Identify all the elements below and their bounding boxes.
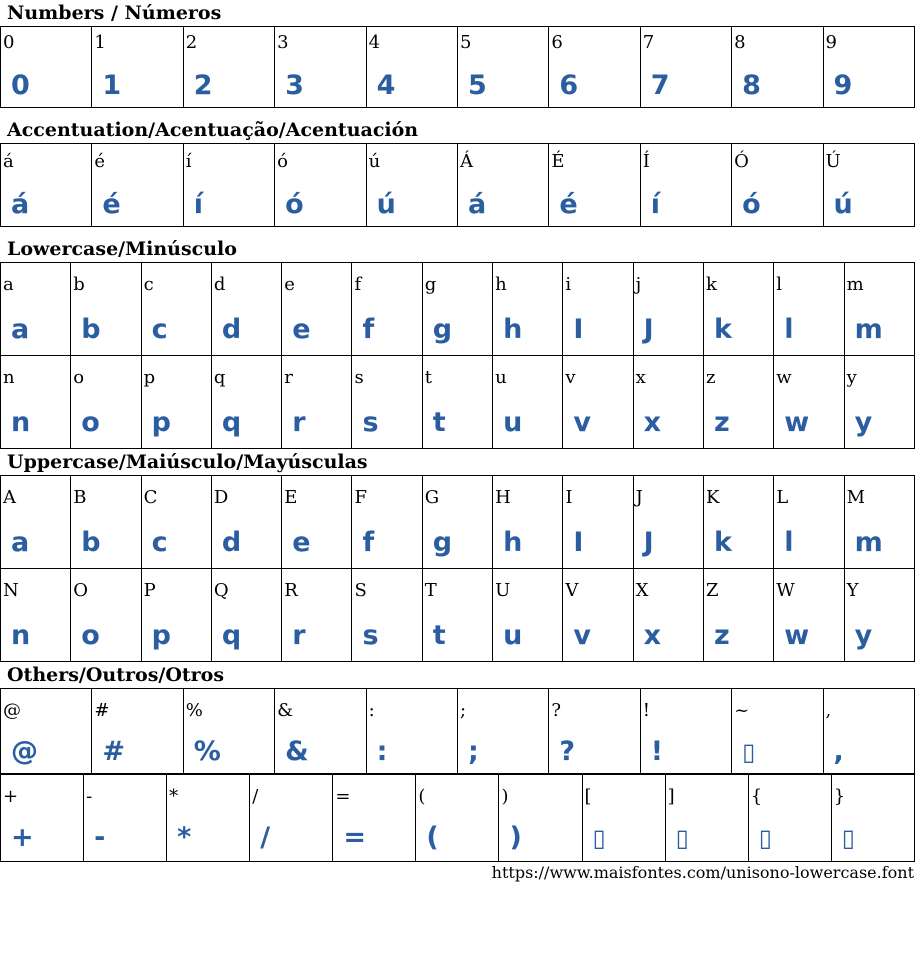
- uppercase-cell: [563, 476, 633, 569]
- font-glyph-sample: k: [713, 527, 732, 558]
- font-glyph-sample: e: [292, 527, 311, 558]
- font-glyph-sample: 3: [285, 70, 304, 101]
- others-row: [1, 689, 915, 774]
- character-label: R: [284, 580, 298, 601]
- others-cell: [499, 775, 582, 862]
- font-glyph-sample: u: [503, 620, 523, 651]
- others-cell: [831, 775, 914, 862]
- font-glyph-sample: 9: [833, 70, 853, 101]
- character-label: B: [73, 487, 87, 508]
- font-glyph-sample: é: [559, 189, 578, 220]
- uppercase-cell: [563, 569, 633, 662]
- others-cell: [275, 689, 366, 774]
- accents-cell: [549, 144, 640, 227]
- uppercase-cell: [633, 476, 703, 569]
- others-cell: [183, 689, 274, 774]
- lowercase-cell: [1, 356, 71, 449]
- lowercase-cell: [493, 356, 563, 449]
- character-label: v: [565, 367, 576, 388]
- character-label: &: [277, 700, 294, 721]
- numbers-cell: [549, 27, 640, 108]
- character-label: /: [252, 786, 259, 807]
- font-glyph-sample: x: [643, 407, 662, 438]
- uppercase-cell: [141, 476, 211, 569]
- font-glyph-sample: /: [260, 822, 271, 853]
- character-label: f: [354, 274, 362, 295]
- font-glyph-sample: f: [362, 314, 375, 345]
- character-label: 0: [3, 32, 15, 53]
- others-cell: [366, 689, 457, 774]
- font-glyph-sample: !: [650, 736, 664, 767]
- uppercase-cell: [352, 476, 422, 569]
- uppercase-row: [1, 569, 915, 662]
- uppercase-cell: [1, 476, 71, 569]
- lowercase-row: [1, 356, 915, 449]
- font-glyph-sample: @: [11, 736, 38, 767]
- character-label: K: [705, 487, 720, 508]
- character-label: u: [495, 367, 507, 388]
- font-glyph-sample: ó: [285, 189, 304, 220]
- font-glyph-sample: e: [292, 314, 311, 345]
- font-glyph-sample: t: [432, 620, 446, 651]
- character-label: ): [501, 786, 509, 807]
- character-label: g: [424, 274, 437, 295]
- font-glyph-sample: J: [643, 527, 654, 558]
- uppercase-cell: [633, 569, 703, 662]
- character-label: É: [551, 151, 565, 172]
- uppercase-grid: [0, 475, 915, 662]
- lowercase-cell: [633, 263, 703, 356]
- font-glyph-sample: -: [94, 822, 106, 853]
- missing-glyph-icon: ▯: [675, 824, 689, 852]
- missing-glyph-icon: ▯: [742, 738, 756, 766]
- character-label: á: [3, 151, 14, 172]
- font-glyph-sample: m: [854, 314, 883, 345]
- font-glyph-sample: h: [503, 314, 523, 345]
- numbers-cell: [732, 27, 823, 108]
- numbers-section-title: Numbers / Números: [7, 2, 222, 24]
- character-label: ~: [734, 700, 750, 721]
- character-label: w: [776, 367, 792, 388]
- others-cell: [1, 689, 92, 774]
- font-glyph-sample: w: [784, 407, 810, 438]
- missing-glyph-icon: ▯: [592, 824, 606, 852]
- character-label: ;: [459, 700, 467, 721]
- others-cell: [457, 689, 548, 774]
- lowercase-cell: [71, 356, 141, 449]
- uppercase-cell: [703, 476, 773, 569]
- uppercase-cell: [282, 476, 352, 569]
- others-section-title: Others/Outros/Otros: [7, 664, 225, 686]
- character-label: !: [642, 700, 650, 721]
- lowercase-row: [1, 263, 915, 356]
- font-glyph-sample: o: [81, 620, 100, 651]
- font-glyph-sample: s: [362, 620, 379, 651]
- lowercase-cell: [1, 263, 71, 356]
- character-label: i: [565, 274, 572, 295]
- accents-cell: [183, 144, 274, 227]
- accents-cell: [92, 144, 183, 227]
- font-glyph-sample: 4: [376, 70, 396, 101]
- font-glyph-sample: 8: [742, 70, 761, 101]
- character-label: -: [86, 786, 93, 807]
- character-label: k: [705, 274, 717, 295]
- numbers-cell: [275, 27, 366, 108]
- font-glyph-sample: a: [11, 527, 30, 558]
- character-label: S: [354, 580, 367, 601]
- others-cell: [167, 775, 250, 862]
- font-glyph-sample: b: [81, 527, 101, 558]
- character-label: e: [284, 274, 295, 295]
- character-label: m: [846, 274, 864, 295]
- font-glyph-sample: (: [426, 822, 439, 853]
- uppercase-cell: [352, 569, 422, 662]
- lowercase-cell: [774, 356, 844, 449]
- character-label: 1: [94, 32, 106, 53]
- accents-cell: [640, 144, 731, 227]
- font-glyph-sample: á: [11, 189, 30, 220]
- lowercase-cell: [422, 263, 492, 356]
- character-label: C: [143, 487, 158, 508]
- accents-cell: [1, 144, 92, 227]
- font-glyph-sample: 0: [11, 70, 30, 101]
- character-label: V: [565, 580, 579, 601]
- character-label: U: [495, 580, 511, 601]
- lowercase-cell: [493, 263, 563, 356]
- character-label: 4: [368, 32, 381, 53]
- character-label: E: [284, 487, 298, 508]
- uppercase-section-title: Uppercase/Maiúsculo/Mayúsculas: [7, 451, 368, 473]
- character-label: *: [169, 786, 179, 807]
- character-label: :: [368, 700, 375, 721]
- font-glyph-sample: %: [193, 736, 221, 767]
- character-label: {: [750, 786, 763, 807]
- character-label: ,: [825, 700, 832, 721]
- others-cell: [92, 689, 183, 774]
- character-label: 8: [734, 32, 746, 53]
- uppercase-cell: [141, 569, 211, 662]
- character-label: j: [635, 274, 642, 295]
- source-url: https://www.maisfontes.com/unisono-lowercase.font: [491, 863, 914, 882]
- character-label: 2: [185, 32, 198, 53]
- font-glyph-sample: #: [102, 736, 126, 767]
- others-cell: [823, 689, 914, 774]
- lowercase-cell: [352, 356, 422, 449]
- uppercase-cell: [282, 569, 352, 662]
- font-glyph-sample: n: [11, 620, 31, 651]
- character-label: í: [185, 151, 192, 172]
- font-glyph-sample: d: [221, 314, 242, 345]
- character-label: x: [635, 367, 646, 388]
- lowercase-grid: [0, 262, 915, 449]
- uppercase-cell: [774, 569, 844, 662]
- character-label: d: [213, 274, 226, 295]
- numbers-cell: [823, 27, 914, 108]
- font-glyph-sample: +: [11, 822, 34, 853]
- numbers-cell: [640, 27, 731, 108]
- others-cell: [748, 775, 831, 862]
- character-label: F: [354, 487, 367, 508]
- font-glyph-sample: n: [11, 407, 31, 438]
- font-glyph-sample: o: [81, 407, 100, 438]
- font-glyph-sample: r: [292, 620, 306, 651]
- numbers-cell: [183, 27, 274, 108]
- character-label: %: [185, 700, 203, 721]
- font-glyph-sample: y: [854, 620, 873, 651]
- font-glyph-sample: p: [151, 620, 171, 651]
- lowercase-cell: [844, 263, 914, 356]
- font-glyph-sample: 2: [193, 70, 213, 101]
- character-label: 5: [459, 32, 472, 53]
- character-label: t: [424, 367, 433, 388]
- lowercase-cell: [211, 356, 281, 449]
- numbers-cell: [366, 27, 457, 108]
- uppercase-cell: [71, 476, 141, 569]
- font-glyph-sample: s: [362, 407, 379, 438]
- font-glyph-sample: t: [432, 407, 446, 438]
- character-label: L: [776, 487, 789, 508]
- font-glyph-sample: r: [292, 407, 306, 438]
- font-glyph-sample: &: [285, 736, 309, 767]
- numbers-cell: [1, 27, 92, 108]
- character-label: 6: [551, 32, 563, 53]
- others-cell: [549, 689, 640, 774]
- font-glyph-sample: ú: [833, 189, 853, 220]
- font-glyph-sample: u: [503, 407, 523, 438]
- font-glyph-sample: J: [643, 314, 654, 345]
- uppercase-cell: [844, 569, 914, 662]
- font-glyph-sample: w: [784, 620, 810, 651]
- character-label: ]: [667, 786, 675, 807]
- character-label: ú: [368, 151, 381, 172]
- font-glyph-sample: 5: [467, 70, 487, 101]
- lowercase-cell: [211, 263, 281, 356]
- uppercase-cell: [211, 569, 281, 662]
- font-glyph-sample: g: [432, 314, 453, 345]
- character-label: p: [143, 367, 156, 388]
- character-label: Á: [459, 151, 473, 172]
- font-glyph-sample: 6: [559, 70, 579, 101]
- character-label: Z: [705, 580, 719, 601]
- character-label: q: [213, 367, 226, 388]
- character-label: b: [73, 274, 85, 295]
- character-label: N: [3, 580, 19, 601]
- character-label: Í: [642, 151, 650, 172]
- font-glyph-sample: =: [343, 822, 366, 853]
- font-glyph-sample: í: [650, 189, 660, 220]
- lowercase-cell: [71, 263, 141, 356]
- font-glyph-sample: c: [151, 314, 168, 345]
- uppercase-cell: [211, 476, 281, 569]
- font-glyph-sample: l: [784, 527, 794, 558]
- lowercase-cell: [563, 356, 633, 449]
- font-glyph-sample: ?: [559, 736, 576, 767]
- missing-glyph-icon: ▯: [841, 824, 855, 852]
- lowercase-cell: [352, 263, 422, 356]
- font-glyph-sample: d: [221, 527, 242, 558]
- others-cell: [732, 689, 823, 774]
- accents-row: [1, 144, 915, 227]
- character-label: M: [846, 487, 865, 508]
- font-glyph-sample: h: [503, 527, 523, 558]
- character-label: O: [73, 580, 89, 601]
- others-cell: [1, 775, 84, 862]
- character-label: 7: [642, 32, 655, 53]
- character-label: r: [284, 367, 293, 388]
- character-label: a: [3, 274, 14, 295]
- uppercase-cell: [774, 476, 844, 569]
- font-glyph-sample: m: [854, 527, 883, 558]
- others-grid-row-1: [0, 688, 915, 774]
- character-label: W: [776, 580, 795, 601]
- font-glyph-sample: é: [102, 189, 121, 220]
- character-label: T: [424, 580, 437, 601]
- lowercase-cell: [141, 356, 211, 449]
- font-glyph-sample: í: [193, 189, 204, 220]
- character-label: ?: [551, 700, 561, 721]
- accents-cell: [366, 144, 457, 227]
- lowercase-cell: [774, 263, 844, 356]
- font-glyph-sample: k: [713, 314, 732, 345]
- font-glyph-sample: a: [11, 314, 30, 345]
- numbers-row: [1, 27, 915, 108]
- character-label: X: [635, 580, 649, 601]
- accents-cell: [732, 144, 823, 227]
- font-glyph-sample: *: [177, 822, 192, 853]
- numbers-grid: [0, 26, 915, 108]
- uppercase-cell: [493, 476, 563, 569]
- font-glyph-sample: v: [573, 407, 591, 438]
- character-label: (: [418, 786, 426, 807]
- character-label: +: [3, 786, 19, 807]
- character-label: A: [3, 487, 16, 508]
- font-glyph-sample: á: [467, 189, 487, 220]
- accents-cell: [457, 144, 548, 227]
- font-glyph-sample: ;: [467, 736, 479, 767]
- others-grid-row-2: [0, 774, 915, 862]
- accents-cell: [275, 144, 366, 227]
- font-glyph-sample: y: [854, 407, 873, 438]
- uppercase-cell: [844, 476, 914, 569]
- others-cell: [250, 775, 333, 862]
- others-cell: [640, 689, 731, 774]
- font-glyph-sample: q: [221, 407, 242, 438]
- uppercase-cell: [422, 476, 492, 569]
- others-row: [1, 775, 915, 862]
- character-label: 9: [825, 32, 837, 53]
- numbers-cell: [457, 27, 548, 108]
- character-label: J: [635, 487, 643, 508]
- character-label: n: [3, 367, 15, 388]
- font-glyph-sample: 7: [650, 70, 670, 101]
- font-glyph-sample: z: [713, 407, 730, 438]
- font-glyph-sample: x: [643, 620, 662, 651]
- others-cell: [665, 775, 748, 862]
- others-cell: [84, 775, 167, 862]
- character-label: D: [213, 487, 229, 508]
- character-label: l: [776, 274, 783, 295]
- character-label: P: [143, 580, 156, 601]
- others-cell: [582, 775, 665, 862]
- others-cell: [416, 775, 499, 862]
- lowercase-cell: [422, 356, 492, 449]
- character-label: [: [584, 786, 592, 807]
- font-glyph-sample: f: [362, 527, 375, 558]
- font-glyph-sample: ú: [376, 189, 396, 220]
- character-label: Q: [213, 580, 229, 601]
- font-glyph-sample: z: [713, 620, 730, 651]
- character-label: @: [3, 700, 21, 721]
- character-label: Y: [846, 580, 859, 601]
- character-label: #: [94, 700, 110, 721]
- uppercase-cell: [422, 569, 492, 662]
- font-glyph-sample: ,: [833, 736, 844, 767]
- character-label: y: [846, 367, 857, 388]
- character-label: z: [705, 367, 716, 388]
- character-label: ó: [277, 151, 289, 172]
- font-glyph-sample: p: [151, 407, 171, 438]
- character-label: s: [354, 367, 364, 388]
- accents-cell: [823, 144, 914, 227]
- character-label: G: [424, 487, 440, 508]
- character-label: 3: [277, 32, 289, 53]
- font-glyph-sample: l: [784, 314, 794, 345]
- font-glyph-sample: I: [573, 527, 584, 558]
- uppercase-cell: [1, 569, 71, 662]
- character-label: Ú: [825, 151, 841, 172]
- lowercase-cell: [282, 263, 352, 356]
- lowercase-cell: [844, 356, 914, 449]
- uppercase-cell: [71, 569, 141, 662]
- character-label: é: [94, 151, 106, 172]
- missing-glyph-icon: ▯: [758, 824, 772, 852]
- character-label: h: [495, 274, 507, 295]
- font-glyph-sample: ): [509, 822, 522, 853]
- character-label: H: [495, 487, 511, 508]
- character-label: I: [565, 487, 573, 508]
- font-glyph-sample: ó: [742, 189, 761, 220]
- lowercase-cell: [141, 263, 211, 356]
- accents-section-title: Accentuation/Acentuação/Acentuación: [7, 119, 419, 141]
- uppercase-cell: [703, 569, 773, 662]
- font-glyph-sample: I: [573, 314, 584, 345]
- lowercase-cell: [703, 356, 773, 449]
- font-glyph-sample: q: [221, 620, 242, 651]
- character-label: =: [335, 786, 351, 807]
- font-glyph-sample: 1: [102, 70, 122, 101]
- font-glyph-sample: c: [151, 527, 168, 558]
- lowercase-section-title: Lowercase/Minúsculo: [7, 238, 237, 260]
- lowercase-cell: [563, 263, 633, 356]
- lowercase-cell: [703, 263, 773, 356]
- character-label: }: [833, 786, 846, 807]
- character-label: c: [143, 274, 154, 295]
- character-label: o: [73, 367, 85, 388]
- font-glyph-sample: v: [573, 620, 591, 651]
- uppercase-cell: [493, 569, 563, 662]
- font-glyph-sample: g: [432, 527, 453, 558]
- lowercase-cell: [282, 356, 352, 449]
- numbers-cell: [92, 27, 183, 108]
- font-glyph-sample: :: [376, 736, 388, 767]
- uppercase-row: [1, 476, 915, 569]
- font-glyph-sample: b: [81, 314, 101, 345]
- accents-grid: [0, 143, 915, 227]
- lowercase-cell: [633, 356, 703, 449]
- character-label: Ó: [734, 151, 749, 172]
- others-cell: [333, 775, 416, 862]
